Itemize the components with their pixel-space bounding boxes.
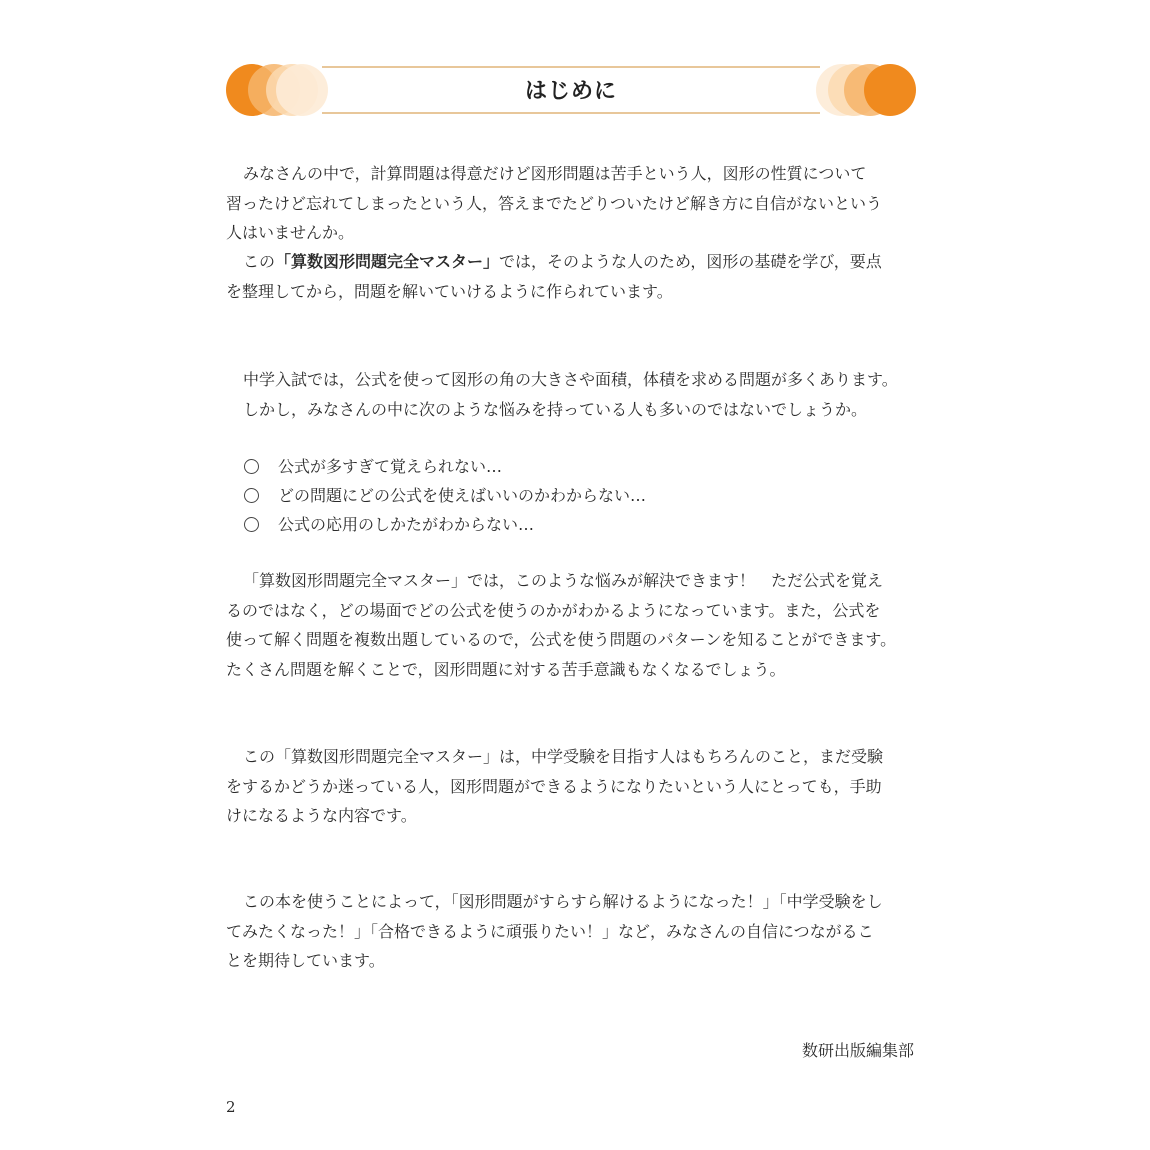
- text-segment: この: [243, 252, 276, 271]
- banner-rule-top: [322, 66, 820, 68]
- text-line: けになるような内容です。: [226, 806, 417, 825]
- list-item-text: 公式の応用のしかたがわからない…: [278, 515, 535, 534]
- list-item: [244, 452, 844, 481]
- banner-rule-bottom: [322, 112, 820, 114]
- intro-paragraph-3: [226, 365, 926, 424]
- text-line: 中学入試では，公式を使って図形の角の大きさや面積，体積を求める問題が多くあります。: [243, 370, 898, 389]
- intro-paragraph-6: [226, 887, 926, 976]
- text-line: 使って解く問題を複数出題しているので，公式を使う問題のパターンを知ることができます。: [226, 630, 897, 649]
- text-segment: では，そのような人のため，図形の基礎を学び，要点: [499, 252, 882, 271]
- text-line: みなさんの中で，計算問題は得意だけど図形問題は苦手という人，図形の性質について: [243, 164, 867, 183]
- text-line: たくさん問題を解くことで，図形問題に対する苦手意識もなくなるでしょう。: [226, 659, 786, 679]
- publisher-signature: 数研出版編集部: [801, 1041, 914, 1060]
- list-item-text: 公式が多すぎて覚えられない…: [278, 457, 503, 476]
- circle-decoration: [276, 64, 328, 116]
- text-line: をするかどうか迷っている人，図形問題ができるようになりたいという人にとっても，手助: [226, 776, 882, 796]
- heading-banner: [226, 62, 916, 118]
- text-line: この本を使うことによって，「図形問題がすらすら解けるようになった！」「中学受験をし: [243, 892, 883, 911]
- text-line: とを期待しています。: [226, 951, 385, 970]
- text-line: るのではなく，どの場面でどの公式を使うのかがわかるようになっています。また，公式を: [226, 600, 881, 620]
- intro-paragraph-1: [226, 159, 926, 248]
- page-title: はじめに: [524, 79, 617, 104]
- text-line: を整理してから，問題を解いていけるように作られています。: [226, 281, 673, 301]
- list-item-text: どの問題にどの公式を使えばいいのかわからない…: [278, 486, 647, 505]
- list-item: [244, 481, 844, 510]
- intro-paragraph-2: [226, 247, 926, 306]
- text-line: てみたくなった！」「合格できるように頑張りたい！」など，みなさんの自信につながるこ: [226, 921, 874, 941]
- text-line: この「算数図形問題完全マスター」は，中学受験を目指す人はもちろんのこと，まだ受験: [243, 747, 884, 766]
- circle-bullet-icon: [244, 488, 259, 503]
- text-line: [226, 247, 926, 277]
- circle-bullet-icon: [244, 517, 259, 532]
- page-number: 2: [226, 1098, 236, 1116]
- list-item: [244, 510, 844, 539]
- circle-decoration: [864, 64, 916, 116]
- intro-paragraph-4: [226, 566, 926, 684]
- text-line: 習ったけど忘れてしまったという人，答えまでたどりついたけど解き方に自信がないという: [226, 193, 883, 213]
- decorative-circles-right: [816, 64, 916, 116]
- book-title: 「算数図形問題完全マスター」: [275, 252, 500, 271]
- decorative-circles-left: [226, 64, 326, 116]
- text-line: 人はいませんか。: [226, 223, 355, 242]
- text-line: 「算数図形問題完全マスター」では，このような悩みが解決できます！ ただ公式を覚え: [243, 571, 884, 590]
- worry-list: [244, 452, 844, 539]
- intro-paragraph-5: [226, 742, 926, 831]
- circle-bullet-icon: [244, 459, 259, 474]
- text-line: しかし，みなさんの中に次のような悩みを持っている人も多いのではないでしょうか。: [243, 399, 868, 419]
